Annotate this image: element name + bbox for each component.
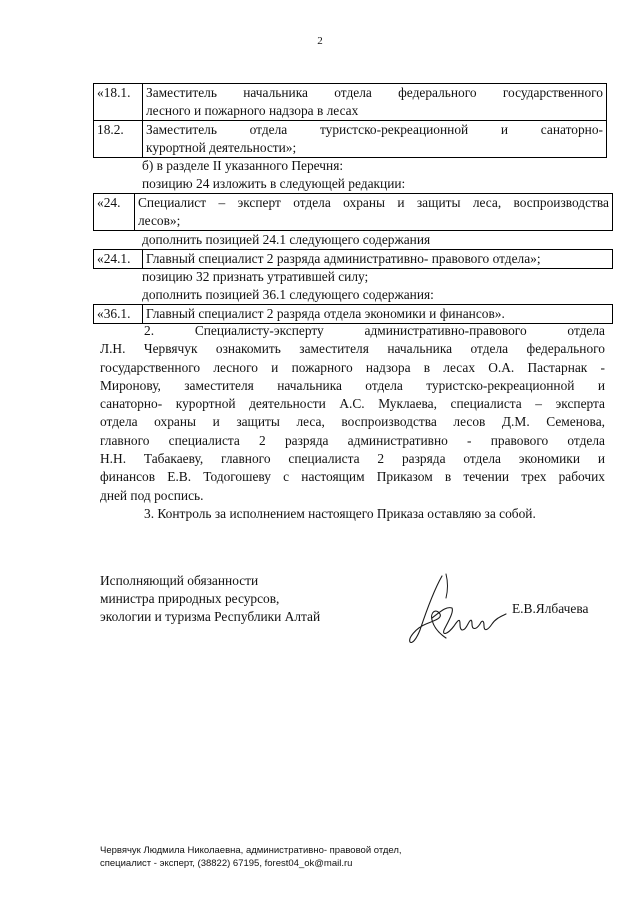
- paragraph-3: 3. Контроль за исполнением настоящего Приказа оставляю за собой.: [144, 506, 536, 521]
- paragraph-line: дней под роспись.: [100, 487, 204, 503]
- signatory-line: Исполняющий обязанности: [100, 573, 259, 588]
- paragraph-line: государственного лесного и пожарного надзора в лесах О.А. Пастарнак -: [100, 359, 605, 375]
- position-title-line: лесов»;: [138, 213, 181, 228]
- position-title-line: Заместитель отдела туристско-рекреационной и санаторно-: [146, 122, 603, 137]
- position-number: «18.1.: [94, 84, 143, 121]
- position-32-instruction: позицию 32 признать утратившей силу;: [142, 269, 369, 284]
- page-number: 2: [317, 35, 323, 47]
- section-b-heading: б) в разделе II указанного Перечня:: [142, 158, 344, 173]
- paragraph-line: Л.Н. Червячук ознакомить заместителя начальника отдела федерального: [100, 341, 605, 357]
- position-title: [135, 194, 613, 231]
- position-number: «36.1.: [94, 305, 143, 324]
- executor-line: специалист - эксперт, (38822) 67195, forest04_ok@mail.ru: [100, 857, 353, 869]
- table-row: [94, 194, 613, 231]
- paragraph-line: финансов Е.В. Тодогошеву с настоящим Приказом в течении трех рабочих: [100, 469, 605, 485]
- paragraph-line: Н.Н. Табакаеву, главного специалиста 2 разряда отдела экономики и: [100, 451, 605, 467]
- position-title-line: Заместитель начальника отдела федерального государственного: [146, 85, 603, 100]
- paragraph-line: Миронову, заместителя начальника отдела туристско-рекреационной и: [100, 377, 605, 393]
- position-title-line: лесного и пожарного надзора в лесах: [146, 103, 359, 118]
- position-24-1-instruction: дополнить позицией 24.1 следующего содержания: [142, 232, 431, 247]
- position-number: 18.2.: [94, 121, 143, 158]
- paragraph-line: главного специалиста 2 разряда административно - правового отдела: [100, 432, 605, 448]
- paragraph-line: санаторно- курортной деятельности А.С. Муклаева, специалиста – эксперта: [100, 396, 605, 412]
- executor-info: [100, 845, 402, 870]
- position-24-1-table: [93, 249, 613, 269]
- position-24-instruction: позицию 24 изложить в следующей редакции:: [142, 176, 406, 191]
- signatory-line: экологии и туризма Республики Алтай: [100, 609, 321, 624]
- positions-table-section-1: [93, 83, 607, 158]
- position-number: «24.1.: [94, 250, 143, 269]
- signatory-line: министра природных ресурсов,: [100, 591, 280, 606]
- position-number: «24.: [94, 194, 135, 231]
- signatory-name: Е.В.Ялбачева: [512, 601, 589, 616]
- table-row: [94, 305, 613, 324]
- position-title-line: курортной деятельности»;: [146, 140, 297, 155]
- position-36-1-table: [93, 304, 613, 324]
- position-24-table: [93, 193, 613, 231]
- position-title: Главный специалист 2 разряда отдела экономики и финансов».: [143, 305, 613, 324]
- position-title-line: Специалист – эксперт отдела охраны и защиты леса, воспроизводства: [138, 195, 609, 210]
- table-row: [94, 84, 607, 121]
- table-row: [94, 121, 607, 158]
- position-title: Главный специалист 2 разряда административно- правового отдела»;: [143, 250, 613, 269]
- paragraph-line: 2. Специалисту-эксперту административно-правового отдела: [144, 323, 605, 338]
- paragraph-2: [100, 322, 605, 505]
- table-row: [94, 250, 613, 269]
- paragraph-line: отдела охраны и защиты леса, воспроизводства лесов Д.М. Семенова,: [100, 414, 605, 430]
- position-36-1-instruction: дополнить позицией 36.1 следующего содержания:: [142, 287, 434, 302]
- signatory-title: [100, 572, 320, 626]
- handwritten-signature: [402, 568, 512, 650]
- position-title: [143, 121, 607, 158]
- position-title: [143, 84, 607, 121]
- executor-line: Червячук Людмила Николаевна, административно- правовой отдел,: [100, 845, 402, 856]
